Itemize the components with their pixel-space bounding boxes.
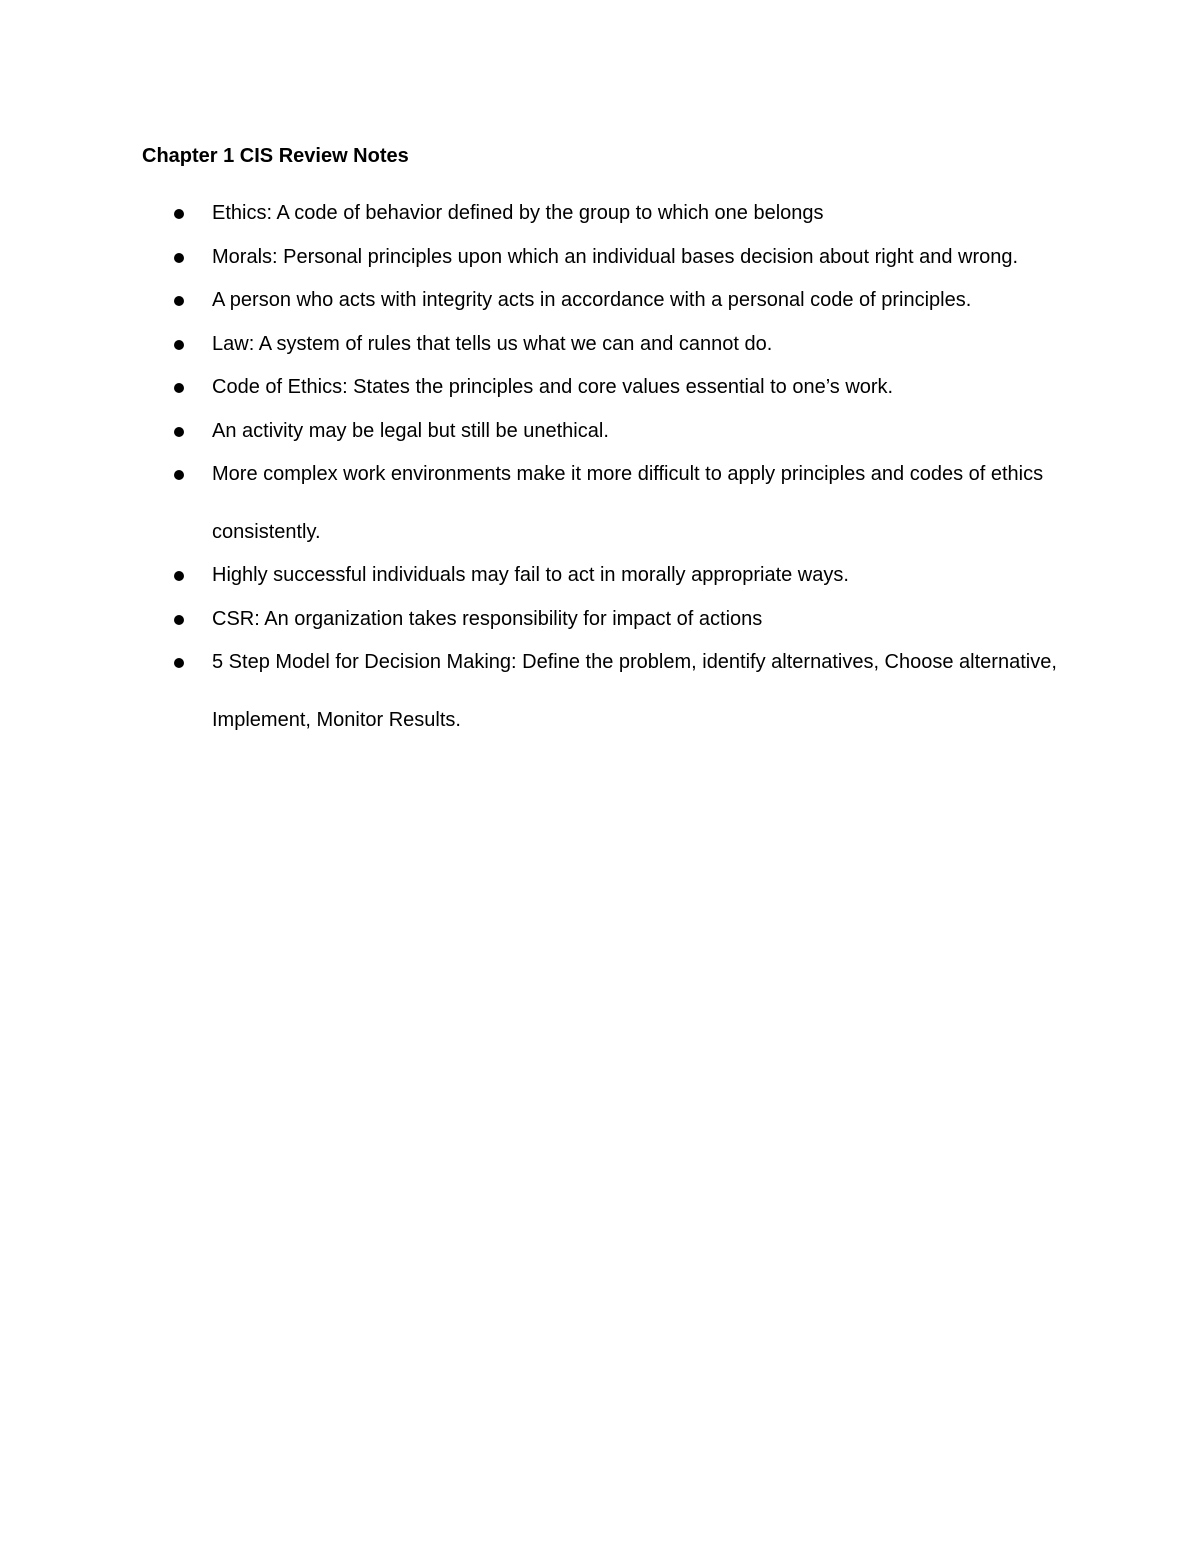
bullet-icon bbox=[174, 571, 184, 581]
bullet-list bbox=[142, 199, 1072, 749]
list-item-text: Highly successful individuals may fail to act in morally appropriate ways. bbox=[212, 564, 849, 586]
list-item bbox=[142, 634, 1072, 749]
bullet-icon bbox=[174, 383, 184, 393]
bullet-icon bbox=[174, 209, 184, 219]
list-item-text: Code of Ethics: States the principles and core values essential to one’s work. bbox=[212, 376, 894, 398]
page-title: Chapter 1 CIS Review Notes bbox=[142, 145, 409, 167]
bullet-icon bbox=[174, 253, 184, 263]
list-item bbox=[142, 446, 1072, 561]
bullet-icon bbox=[174, 340, 184, 350]
bullet-icon bbox=[174, 427, 184, 437]
list-item-text: CSR: An organization takes responsibility for impact of actions bbox=[212, 607, 763, 630]
list-item-text: Ethics: A code of behavior defined by the group to which one belongs bbox=[212, 202, 824, 224]
bullet-icon bbox=[174, 615, 184, 625]
bullet-icon bbox=[174, 296, 184, 306]
list-item-text: A person who acts with integrity acts in accordance with a personal code of principles. bbox=[212, 289, 972, 311]
list-item-text: More complex work environments make it more difficult to apply principles and codes of ethics consistently. bbox=[212, 463, 1044, 543]
list-item-text: An activity may be legal but still be unethical. bbox=[212, 419, 609, 442]
list-item-text: Law: A system of rules that tells us what we can and cannot do. bbox=[212, 332, 773, 355]
bullet-icon bbox=[174, 658, 184, 668]
list-item-text: Morals: Personal principles upon which an individual bases decision about right and wrong. bbox=[212, 245, 1019, 268]
bullet-icon bbox=[174, 470, 184, 480]
list-item-text: 5 Step Model for Decision Making: Define the problem, identify alternatives, Choose alternative, Implement, Monitor Results. bbox=[212, 651, 1057, 731]
